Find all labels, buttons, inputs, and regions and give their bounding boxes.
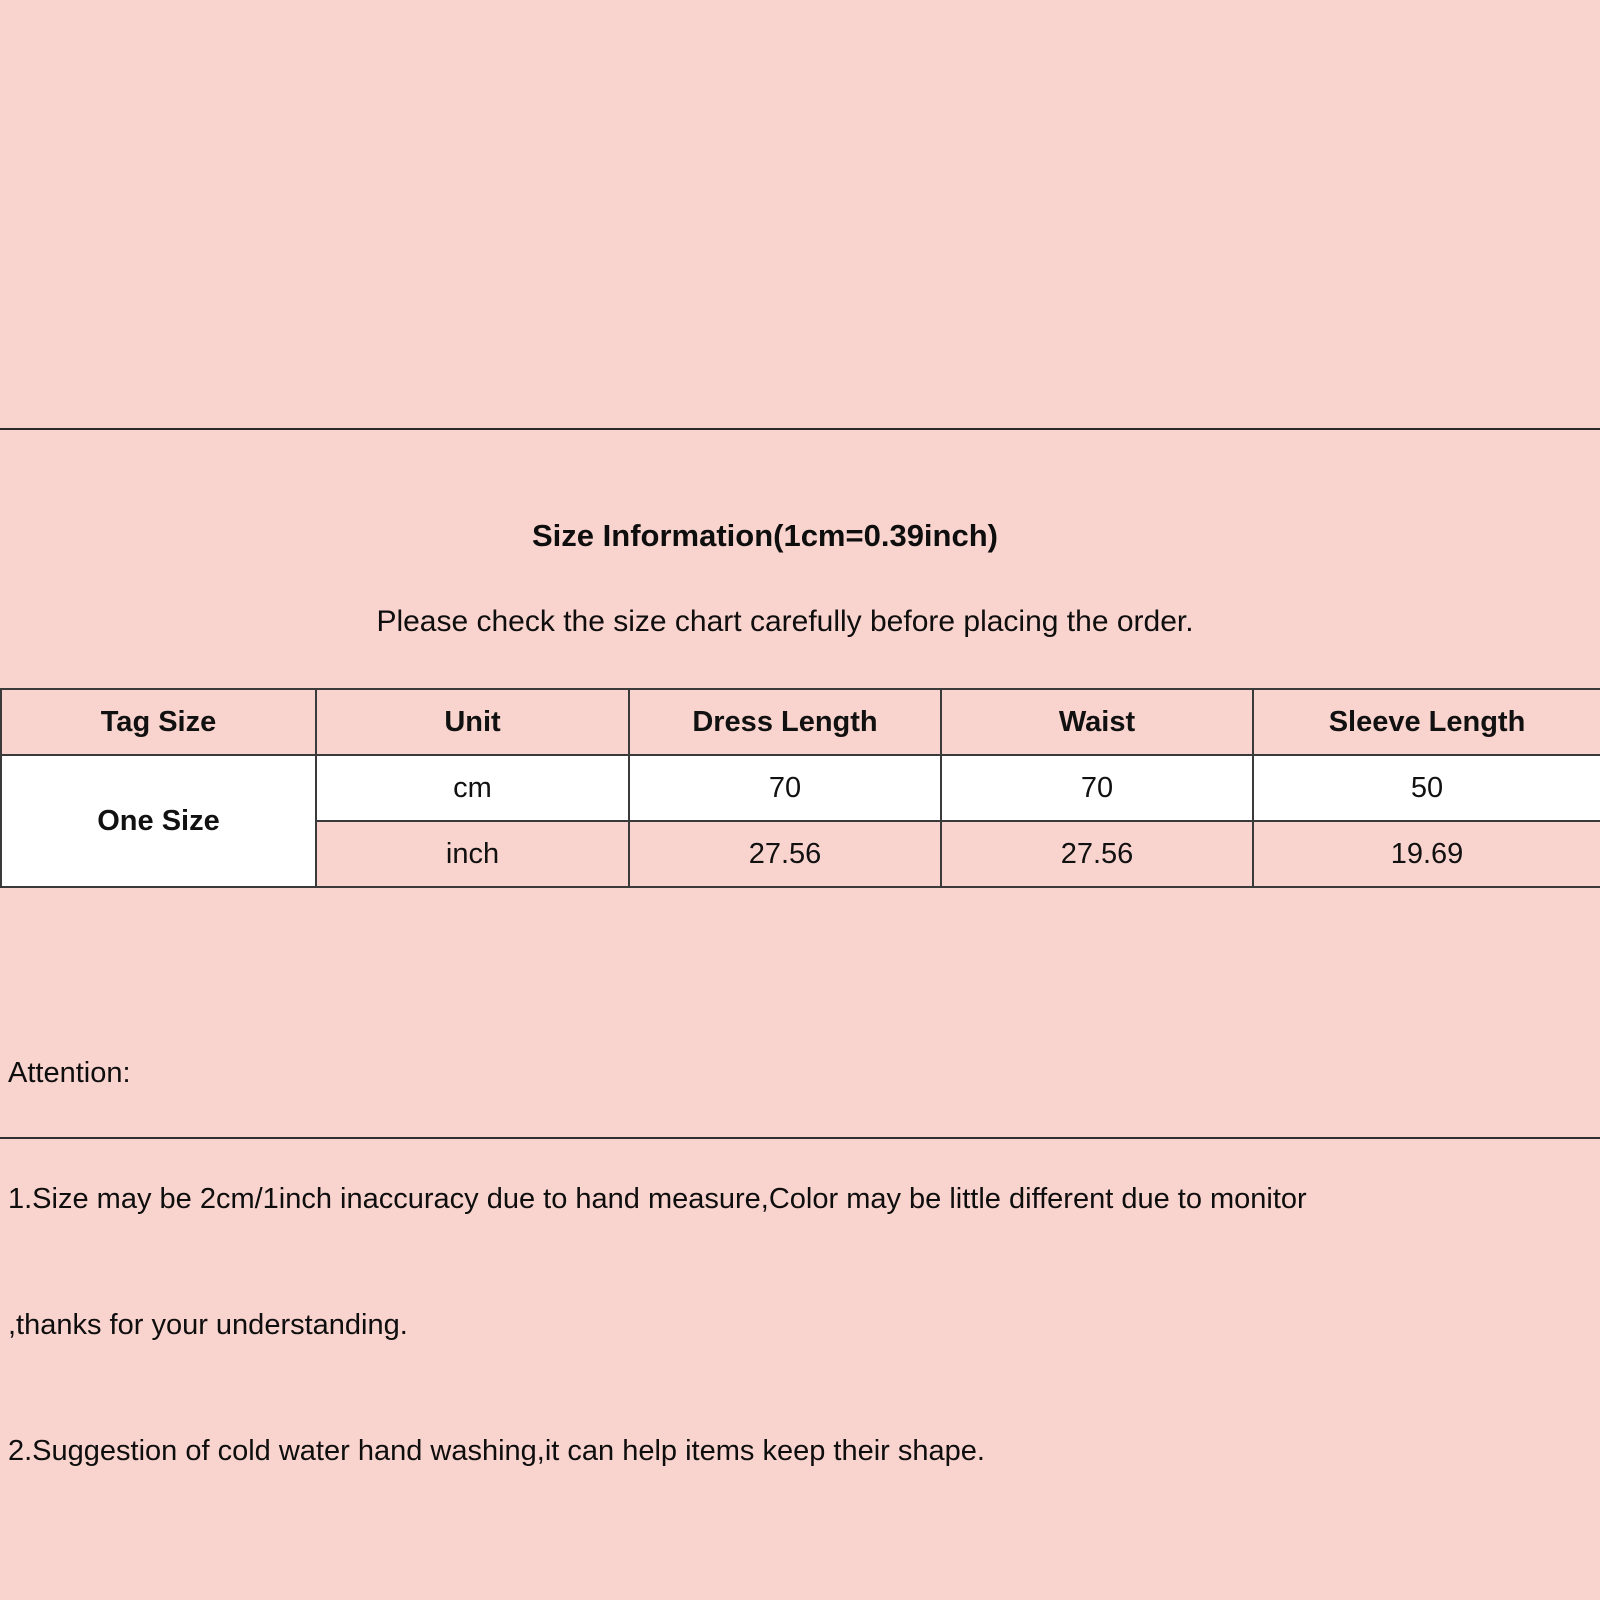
top-divider	[0, 428, 1600, 430]
cell-waist-inch: 27.56	[941, 821, 1253, 887]
header-waist: Waist	[941, 689, 1253, 755]
attention-block	[8, 968, 1568, 1556]
table-row	[1, 755, 1600, 821]
attention-line-3: 2.Suggestion of cold water hand washing,it can help items keep their shape.	[8, 1435, 985, 1467]
cell-dress-length-inch: 27.56	[629, 821, 941, 887]
cell-waist-cm: 70	[941, 755, 1253, 821]
size-table	[0, 688, 1600, 888]
cell-unit-inch: inch	[316, 821, 629, 887]
cell-dress-length-cm: 70	[629, 755, 941, 821]
cell-tag-size: One Size	[1, 755, 316, 887]
header-unit: Unit	[316, 689, 629, 755]
attention-heading: Attention:	[8, 1057, 131, 1089]
cell-sleeve-length-inch: 19.69	[1253, 821, 1600, 887]
header-tag-size: Tag Size	[1, 689, 316, 755]
page-title: Size Information(1cm=0.39inch)	[532, 518, 998, 553]
bottom-divider	[0, 1137, 1600, 1139]
table-header-row	[1, 689, 1600, 755]
cell-sleeve-length-cm: 50	[1253, 755, 1600, 821]
header-dress-length: Dress Length	[629, 689, 941, 755]
attention-line-1: 1.Size may be 2cm/1inch inaccuracy due to hand measure,Color may be little different due to monitor	[8, 1183, 1307, 1215]
cell-unit-cm: cm	[316, 755, 629, 821]
header-sleeve-length: Sleeve Length	[1253, 689, 1600, 755]
attention-line-2: ,thanks for your understanding.	[8, 1309, 408, 1341]
page-subtitle: Please check the size chart carefully before placing the order.	[376, 605, 1194, 638]
